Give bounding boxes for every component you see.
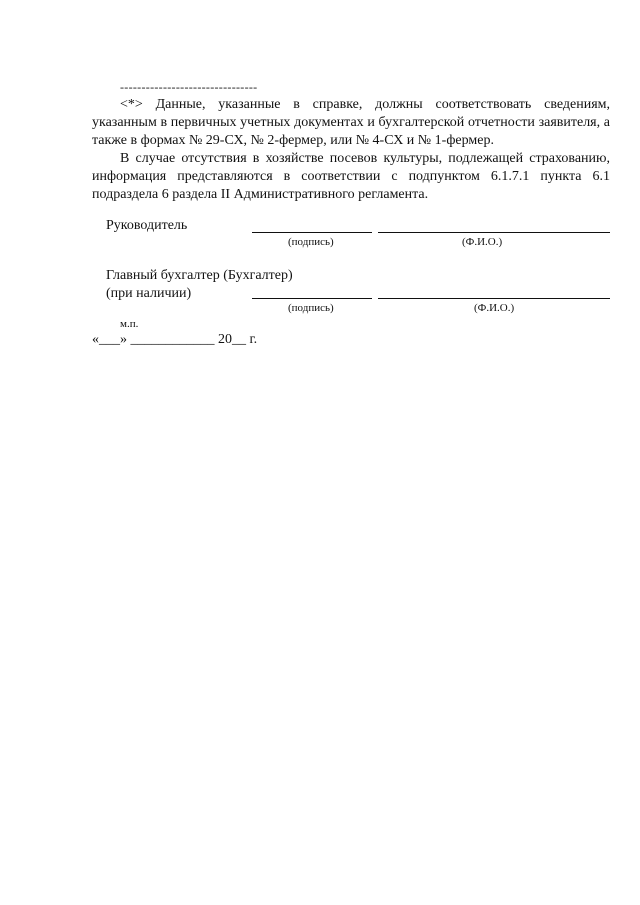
footnote-note: <*> Данные, указанные в справке, должны соответствовать сведениям, указанным в первичных учетных документах и бухгалтерской отчетности заявителя, а также в формах № 29-СХ, № 2-фермер, или № 4-СХ и № 1-фермер.	[92, 97, 610, 148]
date-line: «___» ____________ 20__ г.	[92, 332, 258, 347]
footnote-separator: --------------------------------	[120, 80, 258, 94]
footnote-insurance-note: В случае отсутствия в хозяйстве посевов культуры, подлежащей страхованию, информация представляются в соответствии с подпунктом 6.1.7.1 пункта 6.1 подраздела 6 раздела II Административного регламента.	[92, 151, 610, 202]
accountant-note: (при наличии)	[106, 286, 192, 301]
head-name-caption: (Ф.И.О.)	[462, 236, 503, 248]
head-name-line	[378, 232, 610, 233]
stamp-label: м.п.	[120, 318, 139, 330]
head-label: Руководитель	[106, 218, 188, 233]
accountant-label: Главный бухгалтер (Бухгалтер)	[106, 268, 293, 283]
accountant-signature-line	[252, 298, 372, 299]
head-signature-caption: (подпись)	[288, 236, 334, 248]
accountant-name-caption: (Ф.И.О.)	[474, 302, 515, 314]
head-signature-line	[252, 232, 372, 233]
accountant-name-line	[378, 298, 610, 299]
accountant-signature-caption: (подпись)	[288, 302, 334, 314]
